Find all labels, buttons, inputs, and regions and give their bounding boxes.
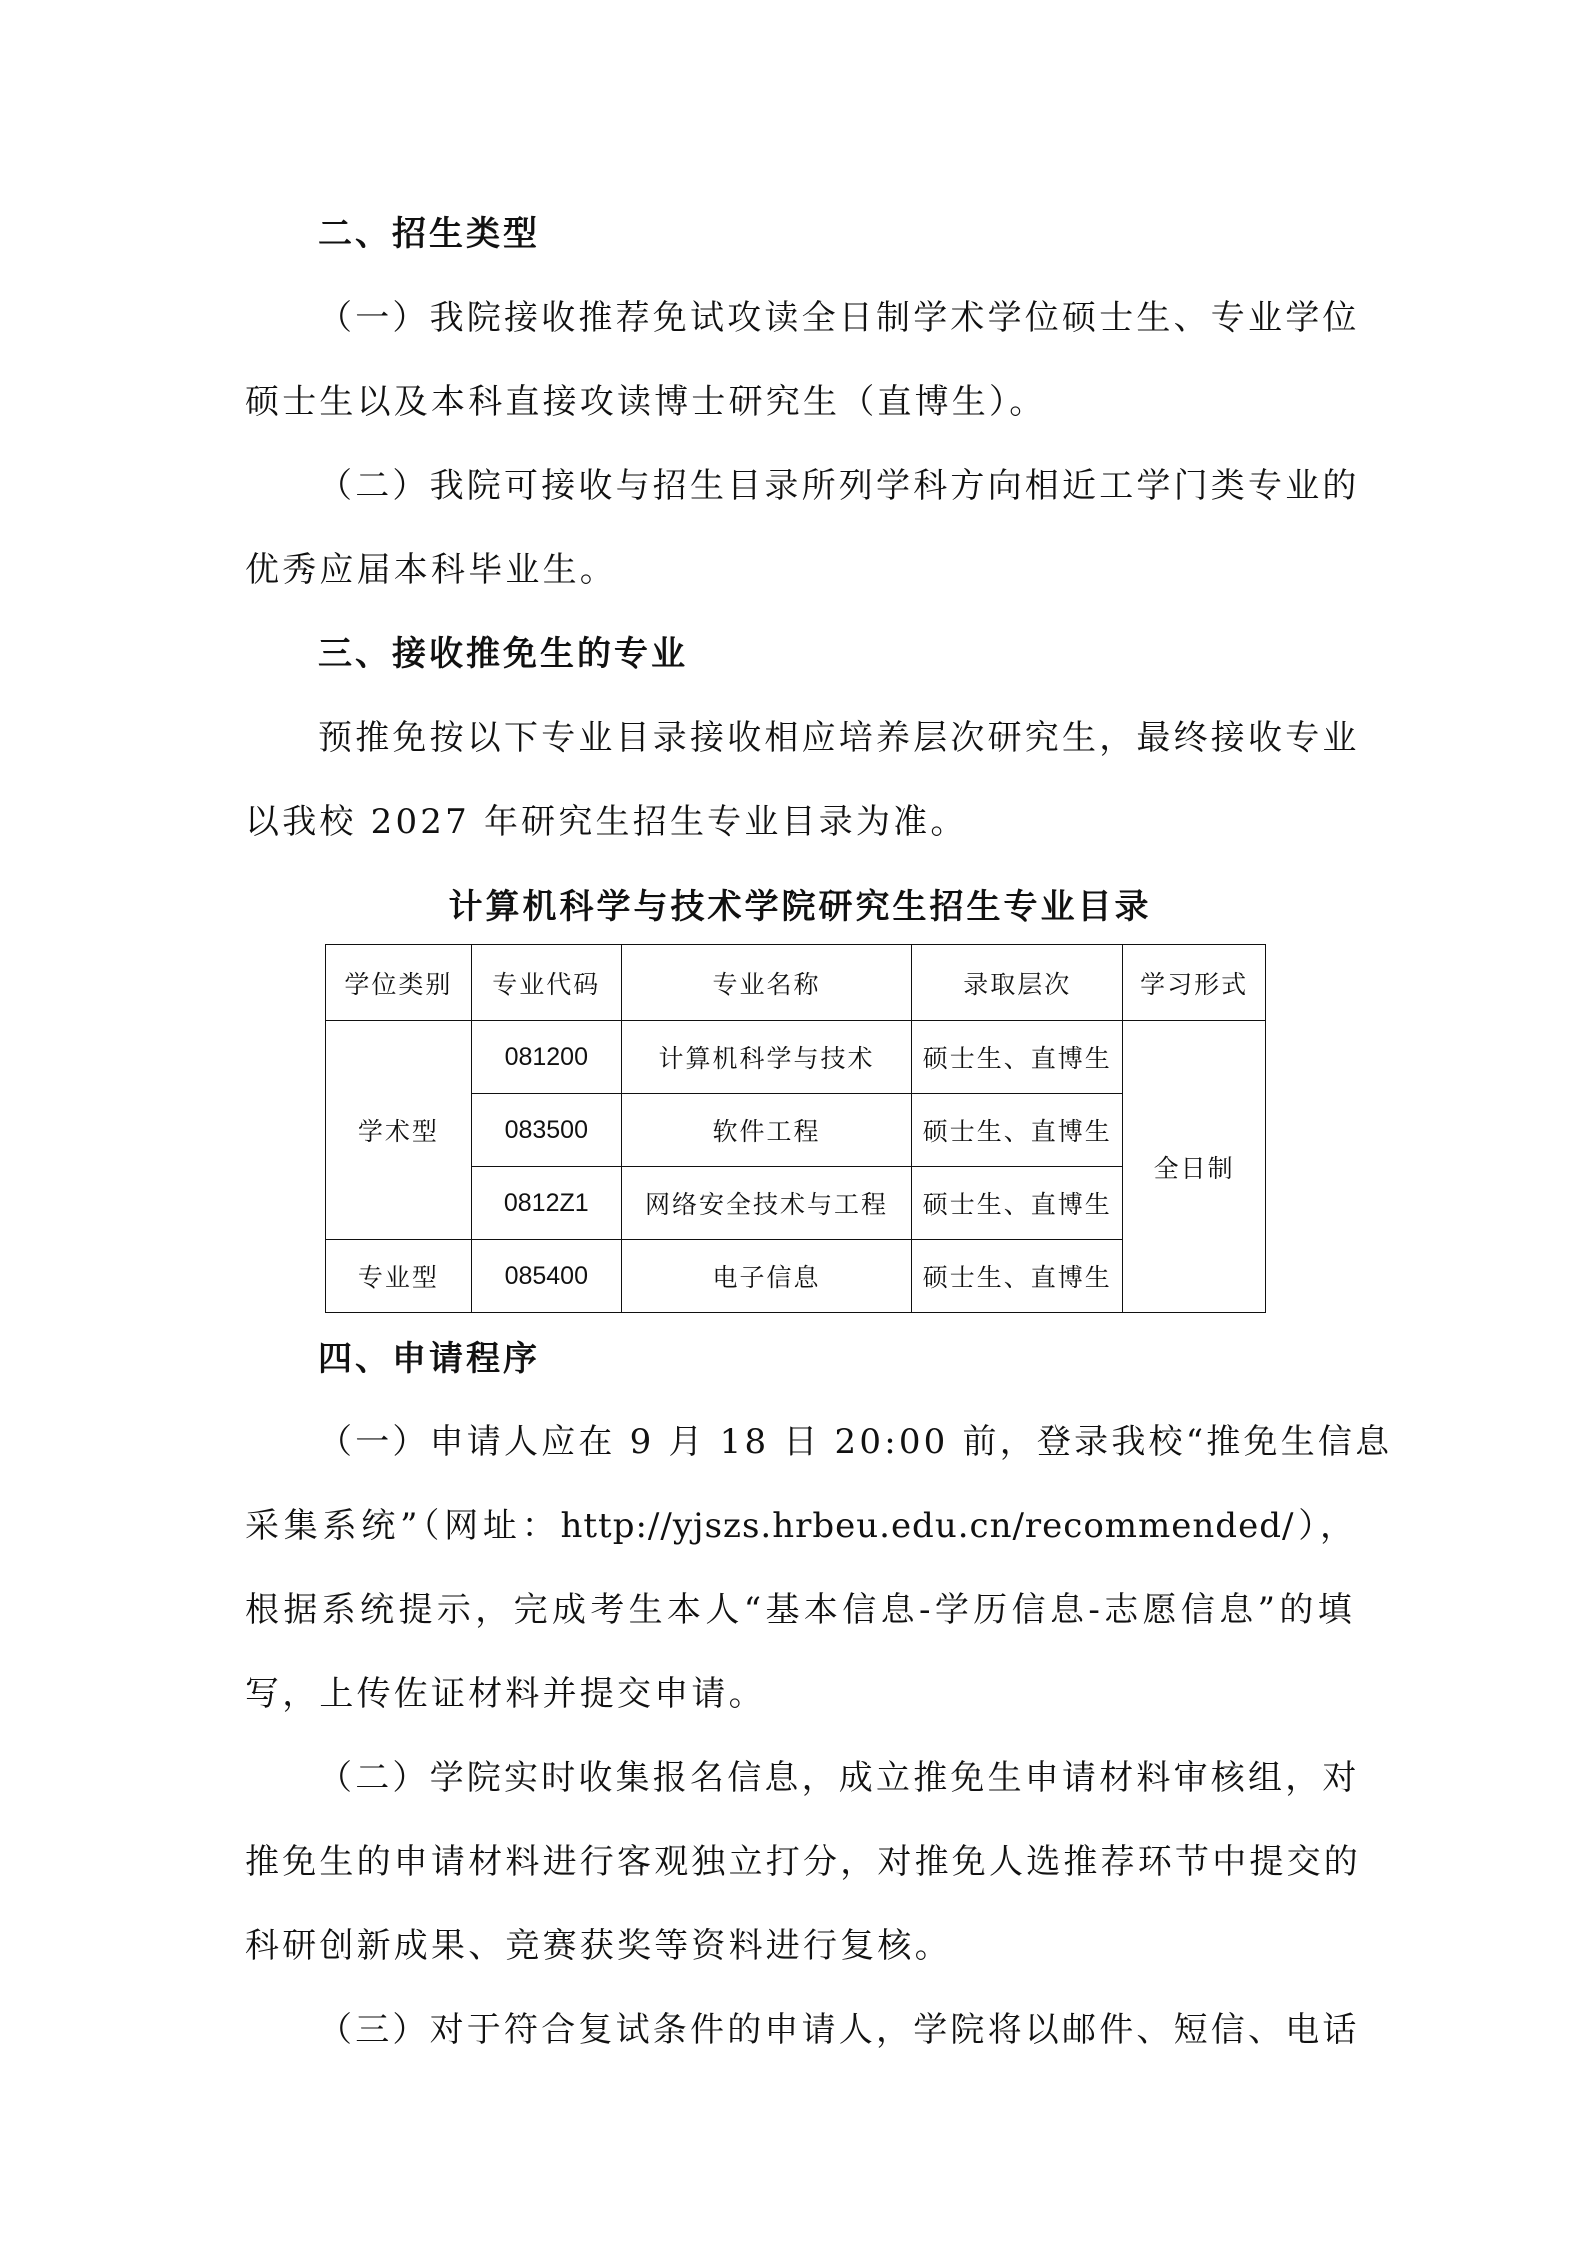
header-degree-type: 学位类别 bbox=[326, 945, 472, 1021]
paragraph-line: 科研创新成果、竞赛获奖等资料进行复核。 bbox=[245, 1926, 952, 1966]
admission-level: 硕士生、直博生 bbox=[912, 1240, 1123, 1313]
heading-enrollment-type: 二、招生类型 bbox=[318, 214, 540, 254]
header-major-code: 专业代码 bbox=[471, 945, 621, 1021]
paragraph-line: （一）我院接收推荐免试攻读全日制学术学位硕士生、专业学位 bbox=[318, 298, 1360, 338]
paragraph-line: 推免生的申请材料进行客观独立打分，对推免人选推荐环节中提交的 bbox=[245, 1842, 1361, 1882]
study-form: 全日制 bbox=[1123, 1021, 1266, 1313]
degree-type-professional: 专业型 bbox=[326, 1240, 472, 1313]
table-row bbox=[326, 1021, 1266, 1094]
header-major-name: 专业名称 bbox=[621, 945, 912, 1021]
paragraph-line: 以我校 2027 年研究生招生专业目录为准。 bbox=[245, 802, 968, 842]
paragraph-line: 采集系统”（网址：http://yjszs.hrbeu.edu.cn/recommended/）， bbox=[245, 1506, 1355, 1546]
heading-application-procedure: 四、申请程序 bbox=[318, 1339, 540, 1379]
paragraph-line: （三）对于符合复试条件的申请人，学院将以邮件、短信、电话 bbox=[318, 2010, 1360, 2050]
paragraph-line: 优秀应届本科毕业生。 bbox=[245, 550, 617, 590]
paragraph-line: 写，上传佐证材料并提交申请。 bbox=[245, 1674, 766, 1714]
header-study-form: 学习形式 bbox=[1123, 945, 1266, 1021]
heading-majors: 三、接收推免生的专业 bbox=[318, 634, 688, 674]
major-name: 电子信息 bbox=[621, 1240, 912, 1313]
table-title: 计算机科学与技术学院研究生招生专业目录 bbox=[448, 887, 1152, 927]
paragraph-line: （二）学院实时收集报名信息，成立推免生申请材料审核组，对 bbox=[318, 1758, 1360, 1798]
paragraph-line: 预推免按以下专业目录接收相应培养层次研究生，最终接收专业 bbox=[318, 718, 1360, 758]
major-code: 083500 bbox=[471, 1094, 621, 1167]
admission-level: 硕士生、直博生 bbox=[912, 1167, 1123, 1240]
admission-level: 硕士生、直博生 bbox=[912, 1094, 1123, 1167]
header-admission-level: 录取层次 bbox=[912, 945, 1123, 1021]
paragraph-line: （一）申请人应在 9 月 18 日 20:00 前，登录我校“推免生信息 bbox=[318, 1422, 1393, 1462]
paragraph-line: 根据系统提示，完成考生本人“基本信息-学历信息-志愿信息”的填 bbox=[245, 1590, 1355, 1630]
major-code: 0812Z1 bbox=[471, 1167, 621, 1240]
major-name: 软件工程 bbox=[621, 1094, 912, 1167]
major-name: 计算机科学与技术 bbox=[621, 1021, 912, 1094]
major-code: 085400 bbox=[471, 1240, 621, 1313]
table-header-row bbox=[326, 945, 1266, 1021]
paragraph-line: （二）我院可接收与招生目录所列学科方向相近工学门类专业的 bbox=[318, 466, 1360, 506]
admission-level: 硕士生、直博生 bbox=[912, 1021, 1123, 1094]
major-code: 081200 bbox=[471, 1021, 621, 1094]
degree-type-academic: 学术型 bbox=[326, 1021, 472, 1240]
paragraph-line: 硕士生以及本科直接攻读博士研究生（直博生）。 bbox=[245, 382, 1047, 422]
major-name: 网络安全技术与工程 bbox=[621, 1167, 912, 1240]
major-catalog-table bbox=[325, 944, 1266, 1313]
